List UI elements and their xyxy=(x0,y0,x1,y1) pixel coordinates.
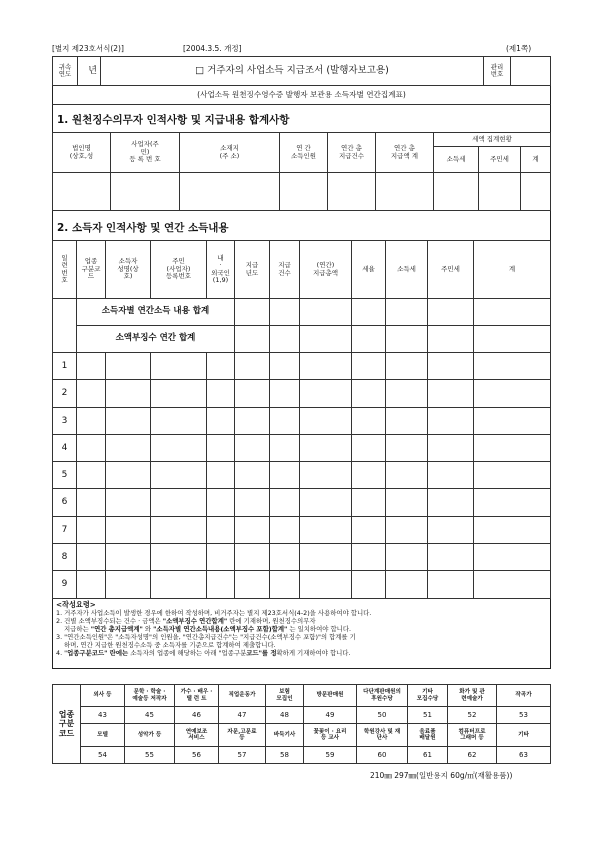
header-sum-2: 계 xyxy=(474,241,551,299)
row-cell[interactable] xyxy=(386,571,428,598)
row-cell[interactable] xyxy=(428,462,474,489)
row-cell[interactable] xyxy=(386,353,428,380)
header-seq: 일 련 번 호 xyxy=(53,241,77,299)
header-annual-total: 연간 총 지급액 계 xyxy=(376,133,434,173)
row-cell[interactable] xyxy=(106,462,151,489)
industry-name: 모델 xyxy=(81,724,125,746)
industry-name: 연예보조 서비스 xyxy=(175,724,219,746)
row-cell[interactable] xyxy=(207,489,235,516)
row-cell[interactable] xyxy=(235,380,270,407)
corp-name-field[interactable] xyxy=(53,173,111,211)
note-2b: 지급하는 "연간 총지급액계" 와 "소득자별 연간소득내용(소액부징수 포함)합계" 는 일치하여야 합니다. xyxy=(64,625,352,633)
header-sum: 계 xyxy=(521,147,551,173)
row-cell[interactable] xyxy=(151,407,207,434)
earner-row xyxy=(53,571,551,598)
industry-code: 62 xyxy=(448,746,497,763)
header-pay-year: 지급 년도 xyxy=(235,241,270,299)
row-cell[interactable] xyxy=(106,353,151,380)
year-label: 귀속 연도 xyxy=(53,57,78,86)
row-number: 4 xyxy=(53,434,77,461)
form-subtitle: (사업소득 원천징수영수증 발행자 보관용 소득자별 연간집계표) xyxy=(52,86,551,105)
industry-code: 55 xyxy=(125,746,175,763)
industry-name: 음료품 배달원 xyxy=(408,724,448,746)
industry-code: 48 xyxy=(266,707,304,724)
row-cell[interactable] xyxy=(474,380,551,407)
row-cell[interactable] xyxy=(207,571,235,598)
industry-code: 61 xyxy=(408,746,448,763)
row-cell[interactable] xyxy=(386,380,428,407)
row-cell[interactable] xyxy=(386,516,428,543)
industry-name: 가수 · 배우 · 탤 런 트 xyxy=(175,685,219,707)
row-cell[interactable] xyxy=(386,489,428,516)
form-title: □ 거주자의 사업소득 지급조서 (발행자보고용) xyxy=(101,57,484,86)
industry-name: 방문판매원 xyxy=(304,685,357,707)
row-cell[interactable] xyxy=(207,462,235,489)
annual-people-field[interactable] xyxy=(280,173,328,211)
row-cell[interactable] xyxy=(474,489,551,516)
row-cell[interactable] xyxy=(300,380,352,407)
row-cell[interactable] xyxy=(300,544,352,571)
row-cell[interactable] xyxy=(77,516,106,543)
row-cell[interactable] xyxy=(428,516,474,543)
page-indicator: (제1쪽) xyxy=(506,44,532,53)
title-row xyxy=(52,56,551,86)
row-cell[interactable] xyxy=(106,544,151,571)
row-cell[interactable] xyxy=(77,380,106,407)
header-income-tax-2: 소득세 xyxy=(386,241,428,299)
row-number: 9 xyxy=(53,571,77,598)
mgmt-number-label: 관리 번호 xyxy=(484,57,511,86)
address-field[interactable] xyxy=(180,173,280,211)
row-cell[interactable] xyxy=(428,380,474,407)
row-cell[interactable] xyxy=(300,407,352,434)
header-annual-count: 연간 총 지급건수 xyxy=(328,133,376,173)
industry-code: 43 xyxy=(81,707,125,724)
row-number: 2 xyxy=(53,380,77,407)
industry-code: 59 xyxy=(304,746,357,763)
row-cell[interactable] xyxy=(235,462,270,489)
earner-row xyxy=(53,489,551,516)
industry-code-table xyxy=(52,684,551,764)
row-cell[interactable] xyxy=(207,516,235,543)
industry-name: 꽃꽂이 · 요리 등 교사 xyxy=(304,724,357,746)
row-cell[interactable] xyxy=(386,434,428,461)
row-cell[interactable] xyxy=(352,407,386,434)
row-cell[interactable] xyxy=(106,516,151,543)
row-number: 7 xyxy=(53,516,77,543)
row-cell[interactable] xyxy=(77,489,106,516)
row-cell[interactable] xyxy=(300,462,352,489)
earner-row xyxy=(53,544,551,571)
row-cell[interactable] xyxy=(428,407,474,434)
row-cell[interactable] xyxy=(270,462,300,489)
industry-code: 52 xyxy=(448,707,497,724)
row-cell[interactable] xyxy=(106,571,151,598)
note-2a: 2. 건별 소액부징수되는 건수 · 금액은 "소액부징수 연간합계" 란에 기재하며, 원천징수의무자 xyxy=(56,617,316,625)
industry-code: 57 xyxy=(219,746,266,763)
row-cell[interactable] xyxy=(207,353,235,380)
row-cell[interactable] xyxy=(235,516,270,543)
industry-code: 56 xyxy=(175,746,219,763)
row-cell[interactable] xyxy=(474,544,551,571)
row-cell[interactable] xyxy=(151,571,207,598)
industry-name: 작곡가 xyxy=(497,685,551,707)
row-cell[interactable] xyxy=(235,571,270,598)
earner-row xyxy=(53,434,551,461)
industry-name: 외사 등 xyxy=(81,685,125,707)
row-number: 8 xyxy=(53,544,77,571)
industry-name: 바둑기사 xyxy=(266,724,304,746)
row-cell[interactable] xyxy=(270,489,300,516)
row-cell[interactable] xyxy=(474,407,551,434)
row-cell[interactable] xyxy=(352,380,386,407)
row-cell[interactable] xyxy=(77,571,106,598)
row-cell[interactable] xyxy=(235,544,270,571)
row-cell[interactable] xyxy=(352,462,386,489)
row-cell[interactable] xyxy=(151,380,207,407)
header-resident-no: 주민 (사업자) 등록번호 xyxy=(151,241,207,299)
earner-row xyxy=(53,353,551,380)
annual-total-field[interactable] xyxy=(376,173,434,211)
row-cell[interactable] xyxy=(474,353,551,380)
row-cell[interactable] xyxy=(300,571,352,598)
row-cell[interactable] xyxy=(300,434,352,461)
section1-table xyxy=(52,132,551,211)
row-cell[interactable] xyxy=(352,489,386,516)
header-pay-amount: (연간) 지급총액 xyxy=(300,241,352,299)
section2-table xyxy=(52,240,551,599)
industry-name: 컴퓨터프로 그래머 등 xyxy=(448,724,497,746)
resident-tax-field[interactable] xyxy=(479,173,521,211)
earner-row xyxy=(53,462,551,489)
row-cell[interactable] xyxy=(207,380,235,407)
earner-row xyxy=(53,407,551,434)
row-cell[interactable] xyxy=(270,434,300,461)
industry-name: 화가 및 관 련예술가 xyxy=(448,685,497,707)
row-cell[interactable] xyxy=(270,544,300,571)
industry-code: 50 xyxy=(357,707,408,724)
total-row-income: 소득자별 연간소득 내용 합계 xyxy=(77,299,235,326)
row-cell[interactable] xyxy=(77,434,106,461)
header-resident-tax: 주민세 xyxy=(479,147,521,173)
note-1: 1. 거주자가 사업소득이 발생한 경우에 한하여 작성하며, 비거주자는 별지 제23호서식(4-2)을 사용하여야 합니다. xyxy=(56,609,372,617)
industry-name: 학원강사 및 재 단사 xyxy=(357,724,408,746)
income-tax-field[interactable] xyxy=(434,173,479,211)
header-resident-tax-2: 주민세 xyxy=(428,241,474,299)
row-cell[interactable] xyxy=(474,571,551,598)
industry-code: 47 xyxy=(219,707,266,724)
row-cell[interactable] xyxy=(270,571,300,598)
row-cell[interactable] xyxy=(300,353,352,380)
annual-count-field[interactable] xyxy=(328,173,376,211)
row-cell[interactable] xyxy=(352,353,386,380)
note-4: 4. "업종구분코드" 란에는 소득자의 업종에 해당하는 아래 "업종구분코드"를 정확하게 기재하여야 합니다. xyxy=(56,649,351,657)
row-cell[interactable] xyxy=(235,489,270,516)
revision-date: [2004.3.5. 개정] xyxy=(183,44,242,53)
industry-code: 51 xyxy=(408,707,448,724)
row-cell[interactable] xyxy=(352,571,386,598)
row-cell[interactable] xyxy=(106,407,151,434)
industry-name: 성악가 등 xyxy=(125,724,175,746)
row-number: 1 xyxy=(53,353,77,380)
header-pay-count: 지급 건수 xyxy=(270,241,300,299)
industry-code: 54 xyxy=(81,746,125,763)
row-cell[interactable] xyxy=(151,434,207,461)
earner-row xyxy=(53,516,551,543)
row-cell[interactable] xyxy=(106,489,151,516)
industry-code: 45 xyxy=(125,707,175,724)
row-cell[interactable] xyxy=(77,462,106,489)
paper-spec: 210㎜ 297㎜(일반용지 60g/㎡(재활용품)) xyxy=(370,771,513,780)
row-cell[interactable] xyxy=(474,516,551,543)
note-3b: 하며, 연간 지급한 원천징수소득 중 소득자를 기준으로 합계하여 제출합니다. xyxy=(64,641,276,649)
row-cell[interactable] xyxy=(207,544,235,571)
row-cell[interactable] xyxy=(428,489,474,516)
row-cell[interactable] xyxy=(270,380,300,407)
row-cell[interactable] xyxy=(235,407,270,434)
industry-code: 63 xyxy=(497,746,551,763)
header-foreign: 내 · 외국인 (1,9) xyxy=(207,241,235,299)
industry-name: 문학 · 학술 · 예술등 저작자 xyxy=(125,685,175,707)
header-tax-rate: 세율 xyxy=(352,241,386,299)
row-cell[interactable] xyxy=(352,544,386,571)
section2-title: 2. 소득자 인적사항 및 연간 소득내용 xyxy=(57,222,229,234)
industry-name: 다단계판매원의 후원수당 xyxy=(357,685,408,707)
checkbox-icon[interactable]: □ xyxy=(195,64,205,76)
row-number: 6 xyxy=(53,489,77,516)
row-cell[interactable] xyxy=(235,353,270,380)
row-cell[interactable] xyxy=(151,544,207,571)
row-cell[interactable] xyxy=(235,434,270,461)
instructions xyxy=(56,600,546,657)
row-cell[interactable] xyxy=(428,571,474,598)
bizno-field[interactable] xyxy=(111,173,180,211)
row-cell[interactable] xyxy=(386,544,428,571)
row-cell[interactable] xyxy=(270,516,300,543)
industry-name: 자문,고문료 등 xyxy=(219,724,266,746)
total-row-small-tax: 소액부징수 연간 합계 xyxy=(77,326,235,353)
row-cell[interactable] xyxy=(300,489,352,516)
header-income-tax: 소득세 xyxy=(434,147,479,173)
row-cell[interactable] xyxy=(352,434,386,461)
row-cell[interactable] xyxy=(386,462,428,489)
header-tax-group: 세액 집계현황 xyxy=(434,133,551,147)
form-number: [별지 제23호서식(2)] xyxy=(52,44,124,53)
row-cell[interactable] xyxy=(77,544,106,571)
row-cell[interactable] xyxy=(270,353,300,380)
industry-name: 기타 모집수당 xyxy=(408,685,448,707)
year-field[interactable]: 년 xyxy=(78,57,101,86)
row-cell[interactable] xyxy=(270,407,300,434)
row-cell[interactable] xyxy=(106,434,151,461)
note-3a: 3. "연간소득인원"은 "소득자성명"의 인원을, "연간총지급건수"는 "지급건수(소액부징수 포함)"의 합계를 기 xyxy=(56,633,356,641)
row-cell[interactable] xyxy=(428,434,474,461)
industry-code-label: 업종 구분 코드 xyxy=(53,685,81,764)
industry-name: 기타 xyxy=(497,724,551,746)
row-number: 5 xyxy=(53,462,77,489)
industry-code: 53 xyxy=(497,707,551,724)
row-cell[interactable] xyxy=(352,516,386,543)
earner-row xyxy=(53,380,551,407)
mgmt-number-field[interactable] xyxy=(511,57,551,86)
row-cell[interactable] xyxy=(474,434,551,461)
row-cell[interactable] xyxy=(386,407,428,434)
industry-code: 60 xyxy=(357,746,408,763)
row-cell[interactable] xyxy=(151,489,207,516)
row-cell[interactable] xyxy=(474,462,551,489)
industry-code: 49 xyxy=(304,707,357,724)
row-cell[interactable] xyxy=(77,353,106,380)
instructions-heading: <작성요령> xyxy=(56,600,96,609)
row-cell[interactable] xyxy=(207,434,235,461)
section1-title: 1. 원천징수의무자 인적사항 및 지급내용 합계사항 xyxy=(57,114,290,126)
header-bizno: 사업자(주 민) 등 록 번 호 xyxy=(111,133,180,173)
row-cell[interactable] xyxy=(207,407,235,434)
row-cell[interactable] xyxy=(151,462,207,489)
row-cell[interactable] xyxy=(106,380,151,407)
industry-name: 직업운동가 xyxy=(219,685,266,707)
row-cell[interactable] xyxy=(151,516,207,543)
header-corp-name: 법인명 (상호,성 xyxy=(53,133,111,173)
header-address: 소재지 (주 소) xyxy=(180,133,280,173)
row-cell[interactable] xyxy=(428,544,474,571)
header-industry-code: 업종 구분코 드 xyxy=(77,241,106,299)
header-earner-name: 소득자 성명(상 호) xyxy=(106,241,151,299)
industry-name: 보험 모집인 xyxy=(266,685,304,707)
row-cell[interactable] xyxy=(300,516,352,543)
row-number: 3 xyxy=(53,407,77,434)
industry-code: 46 xyxy=(175,707,219,724)
header-annual-people: 연 간 소득인원 xyxy=(280,133,328,173)
industry-code: 58 xyxy=(266,746,304,763)
row-cell[interactable] xyxy=(428,353,474,380)
row-cell[interactable] xyxy=(77,407,106,434)
sum-field[interactable] xyxy=(521,173,551,211)
row-cell[interactable] xyxy=(151,353,207,380)
